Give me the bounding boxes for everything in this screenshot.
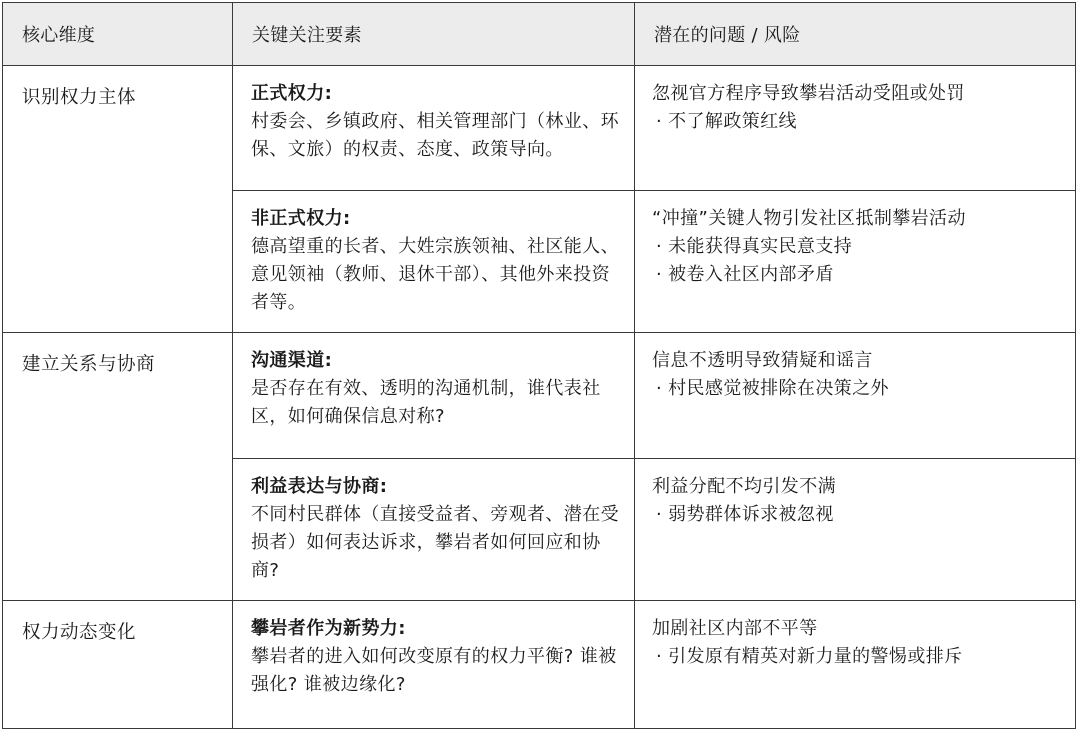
risk-cell <box>635 191 1076 333</box>
risk-cell <box>635 66 1076 191</box>
header-dimension: 核心维度 <box>3 3 233 66</box>
risk-main: 忽视官方程序导致攀岩活动受阻或处罚 <box>652 83 965 104</box>
factor-cell <box>233 191 635 333</box>
table-row <box>3 66 1076 191</box>
bullet-dot-icon: · <box>656 378 663 399</box>
factor-title: 正式权力: <box>251 83 333 104</box>
risk-cell <box>635 459 1076 601</box>
header-row <box>3 3 1076 66</box>
bullet-dot-icon: · <box>656 646 663 667</box>
header-risks: 潜在的问题 / 风险 <box>635 3 1076 66</box>
factor-description: 村委会、乡镇政府、相关管理部门（林业、环保、文旅）的权责、态度、政策导向。 <box>251 111 619 160</box>
risk-sub-item: · 弱势群体诉求被忽视 <box>652 501 1065 529</box>
dimension-cell <box>3 333 233 601</box>
factor-cell <box>233 459 635 601</box>
risk-sub-item: · 引发原有精英对新力量的警惕或排斥 <box>652 643 1065 671</box>
risk-cell <box>635 333 1076 459</box>
bullet-dot-icon: · <box>656 264 663 285</box>
factor-description: 德高望重的长者、大姓宗族领袖、社区能人、意见领袖（教师、退休干部）、其他外来投资者等。 <box>251 236 619 313</box>
factor-description: 攀岩者的进入如何改变原有的权力平衡? 谁被强化? 谁被边缘化? <box>251 646 617 695</box>
dimension-label: 权力动态变化 <box>22 622 137 643</box>
bullet-dot-icon: · <box>656 236 663 257</box>
table-row <box>3 601 1076 729</box>
factor-title: 攀岩者作为新势力: <box>251 618 406 639</box>
header-factors: 关键关注要素 <box>233 3 635 66</box>
risk-cell <box>635 601 1076 729</box>
bullet-dot-icon: · <box>656 504 663 525</box>
risk-main: 利益分配不均引发不满 <box>652 476 836 497</box>
dimension-label: 建立关系与协商 <box>22 354 156 375</box>
risk-sub-item: · 被卷入社区内部矛盾 <box>652 261 1065 289</box>
factor-description: 不同村民群体（直接受益者、旁观者、潜在受损者）如何表达诉求，攀岩者如何回应和协商? <box>251 504 619 581</box>
dimension-cell <box>3 601 233 729</box>
factor-description: 是否存在有效、透明的沟通机制，谁代表社区，如何确保信息对称? <box>251 378 601 427</box>
risk-sub-item: · 未能获得真实民意支持 <box>652 233 1065 261</box>
risk-sub-item: · 村民感觉被排除在决策之外 <box>652 375 1065 403</box>
risk-table-container <box>2 2 1075 729</box>
risk-table <box>2 2 1076 729</box>
bullet-dot-icon: · <box>656 111 663 132</box>
risk-main: “冲撞”关键人物引发社区抵制攀岩活动 <box>652 208 966 229</box>
dimension-cell <box>3 66 233 333</box>
risk-main: 加剧社区内部不平等 <box>652 618 818 639</box>
factor-title: 沟通渠道: <box>251 350 333 371</box>
factor-cell <box>233 66 635 191</box>
table-row <box>3 333 1076 459</box>
dimension-label: 识别权力主体 <box>22 87 137 108</box>
factor-title: 非正式权力: <box>251 208 351 229</box>
factor-cell <box>233 601 635 729</box>
factor-cell <box>233 333 635 459</box>
risk-main: 信息不透明导致猜疑和谣言 <box>652 350 873 371</box>
factor-title: 利益表达与协商: <box>251 476 388 497</box>
risk-sub-item: · 不了解政策红线 <box>652 108 1065 136</box>
